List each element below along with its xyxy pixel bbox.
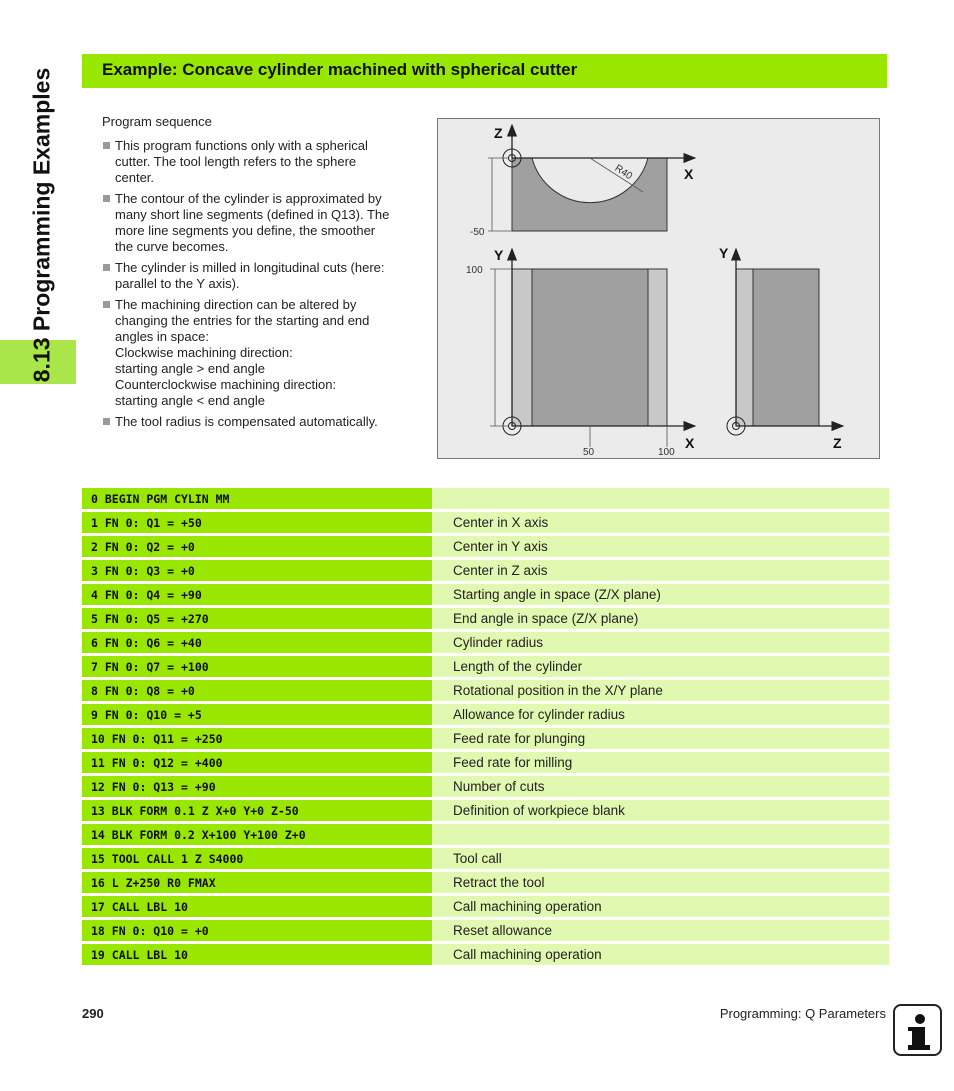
cylinder-diagram: [437, 118, 880, 459]
bullet-line: This program functions only with a spherical: [115, 138, 368, 153]
width-label: 100: [658, 447, 675, 458]
program-code: 16 L Z+250 R0 FMAX: [82, 872, 432, 893]
depth-label: -50: [470, 227, 485, 238]
length-label: 100: [466, 265, 483, 276]
program-row: [82, 632, 889, 653]
program-row: [82, 800, 889, 821]
bullet-line: the curve becomes.: [115, 239, 229, 254]
label-y-mid: Y: [494, 247, 504, 263]
cylinder-drawing: [438, 119, 881, 460]
program-code: 12 FN 0: Q13 = +90: [82, 776, 432, 797]
program-code: 17 CALL LBL 10: [82, 896, 432, 917]
bullet-line: Counterclockwise machining direction:: [115, 377, 337, 392]
label-z-top: Z: [494, 125, 503, 141]
program-comment: Call machining operation: [432, 944, 889, 965]
program-comment: [432, 488, 889, 509]
info-icon: [893, 1004, 942, 1056]
program-row: [82, 704, 889, 725]
program-row: [82, 824, 889, 845]
program-code: 13 BLK FORM 0.1 Z X+0 Y+0 Z-50: [82, 800, 432, 821]
program-comment: Feed rate for plunging: [432, 728, 889, 749]
program-row: [82, 536, 889, 557]
bullet-line: angles in space:: [115, 329, 209, 344]
example-title: Example: Concave cylinder machined with spherical cutter: [102, 60, 578, 79]
program-comment: Starting angle in space (Z/X plane): [432, 584, 889, 605]
sequence-bullet: [102, 260, 422, 292]
program-comment: Definition of workpiece blank: [432, 800, 889, 821]
example-banner: [82, 54, 887, 88]
bullet-line: cutter. The tool length refers to the sphere: [115, 154, 357, 169]
program-comment: Center in Z axis: [432, 560, 889, 581]
radius-label: R40: [612, 162, 635, 183]
program-comment: Reset allowance: [432, 920, 889, 941]
sequence-bullet: [102, 414, 422, 430]
section-tab-title: 8.13 Programming Examples: [28, 67, 55, 383]
bullet-line: The contour of the cylinder is approximated by: [115, 191, 382, 206]
radius-line: [590, 158, 643, 192]
program-row: [82, 776, 889, 797]
label-z-bottom: Z: [833, 435, 842, 451]
program-code: 15 TOOL CALL 1 Z S4000: [82, 848, 432, 869]
nc-program-listing: [82, 485, 889, 968]
program-code: 2 FN 0: Q2 = +0: [82, 536, 432, 557]
program-comment: Tool call: [432, 848, 889, 869]
bullet-line: Clockwise machining direction:: [115, 345, 293, 360]
program-comment: Feed rate for milling: [432, 752, 889, 773]
program-code: 18 FN 0: Q10 = +0: [82, 920, 432, 941]
program-row: [82, 656, 889, 677]
program-code: 3 FN 0: Q3 = +0: [82, 560, 432, 581]
sequence-bullet: [102, 138, 422, 186]
program-row: [82, 728, 889, 749]
program-comment: End angle in space (Z/X plane): [432, 608, 889, 629]
program-row: [82, 872, 889, 893]
program-code: 0 BEGIN PGM CYLIN MM: [82, 488, 432, 509]
bullet-line: The cylinder is milled in longitudinal cuts (here:: [115, 260, 385, 275]
bullet-line: many short line segments (defined in Q13). The: [115, 207, 390, 222]
program-code: 14 BLK FORM 0.2 X+100 Y+100 Z+0: [82, 824, 432, 845]
bullet-line: parallel to the Y axis).: [115, 276, 240, 291]
bullet-line: The tool radius is compensated automatically.: [115, 414, 378, 429]
bullet-line: starting angle < end angle: [115, 393, 265, 408]
section-tab: [22, 40, 62, 410]
program-code: 8 FN 0: Q8 = +0: [82, 680, 432, 701]
program-comment: Rotational position in the X/Y plane: [432, 680, 889, 701]
program-code: 10 FN 0: Q11 = +250: [82, 728, 432, 749]
bullet-line: starting angle > end angle: [115, 361, 265, 376]
bullet-line: more line segments you define, the smoother: [115, 223, 376, 238]
bullet-line: changing the entries for the starting and end: [115, 313, 370, 328]
program-row: [82, 608, 889, 629]
blank-top-view: [512, 158, 667, 231]
program-row: [82, 944, 889, 965]
program-code: 6 FN 0: Q6 = +40: [82, 632, 432, 653]
program-code: 4 FN 0: Q4 = +90: [82, 584, 432, 605]
program-comment: Length of the cylinder: [432, 656, 889, 677]
program-sequence-list: [102, 138, 422, 435]
program-comment: Center in X axis: [432, 512, 889, 533]
program-sequence-heading: Program sequence: [102, 114, 212, 129]
program-comment: Call machining operation: [432, 896, 889, 917]
program-comment: [432, 824, 889, 845]
program-code: 7 FN 0: Q7 = +100: [82, 656, 432, 677]
program-comment: Number of cuts: [432, 776, 889, 797]
program-comment: Cylinder radius: [432, 632, 889, 653]
sequence-bullet: [102, 191, 422, 255]
program-row: [82, 848, 889, 869]
program-comment: Retract the tool: [432, 872, 889, 893]
program-row: [82, 560, 889, 581]
program-code: 1 FN 0: Q1 = +50: [82, 512, 432, 533]
program-code: 9 FN 0: Q10 = +5: [82, 704, 432, 725]
page-number: 290: [82, 1006, 104, 1021]
program-code: 5 FN 0: Q5 = +270: [82, 608, 432, 629]
bullet-line: center.: [115, 170, 155, 185]
chapter-title: Programming: Q Parameters: [719, 1006, 886, 1021]
program-row: [82, 488, 889, 509]
label-x-top: X: [684, 166, 694, 182]
program-row: [82, 680, 889, 701]
program-row: [82, 512, 889, 533]
program-row: [82, 752, 889, 773]
program-comment: Center in Y axis: [432, 536, 889, 557]
sequence-bullet: [102, 297, 422, 409]
program-code: 19 CALL LBL 10: [82, 944, 432, 965]
label-y-right: Y: [719, 245, 729, 261]
label-x-bottom: X: [685, 435, 695, 451]
center-label: 50: [583, 447, 595, 458]
program-row: [82, 896, 889, 917]
program-code: 11 FN 0: Q12 = +400: [82, 752, 432, 773]
bullet-line: The machining direction can be altered by: [115, 297, 357, 312]
program-row: [82, 920, 889, 941]
program-row: [82, 584, 889, 605]
program-comment: Allowance for cylinder radius: [432, 704, 889, 725]
